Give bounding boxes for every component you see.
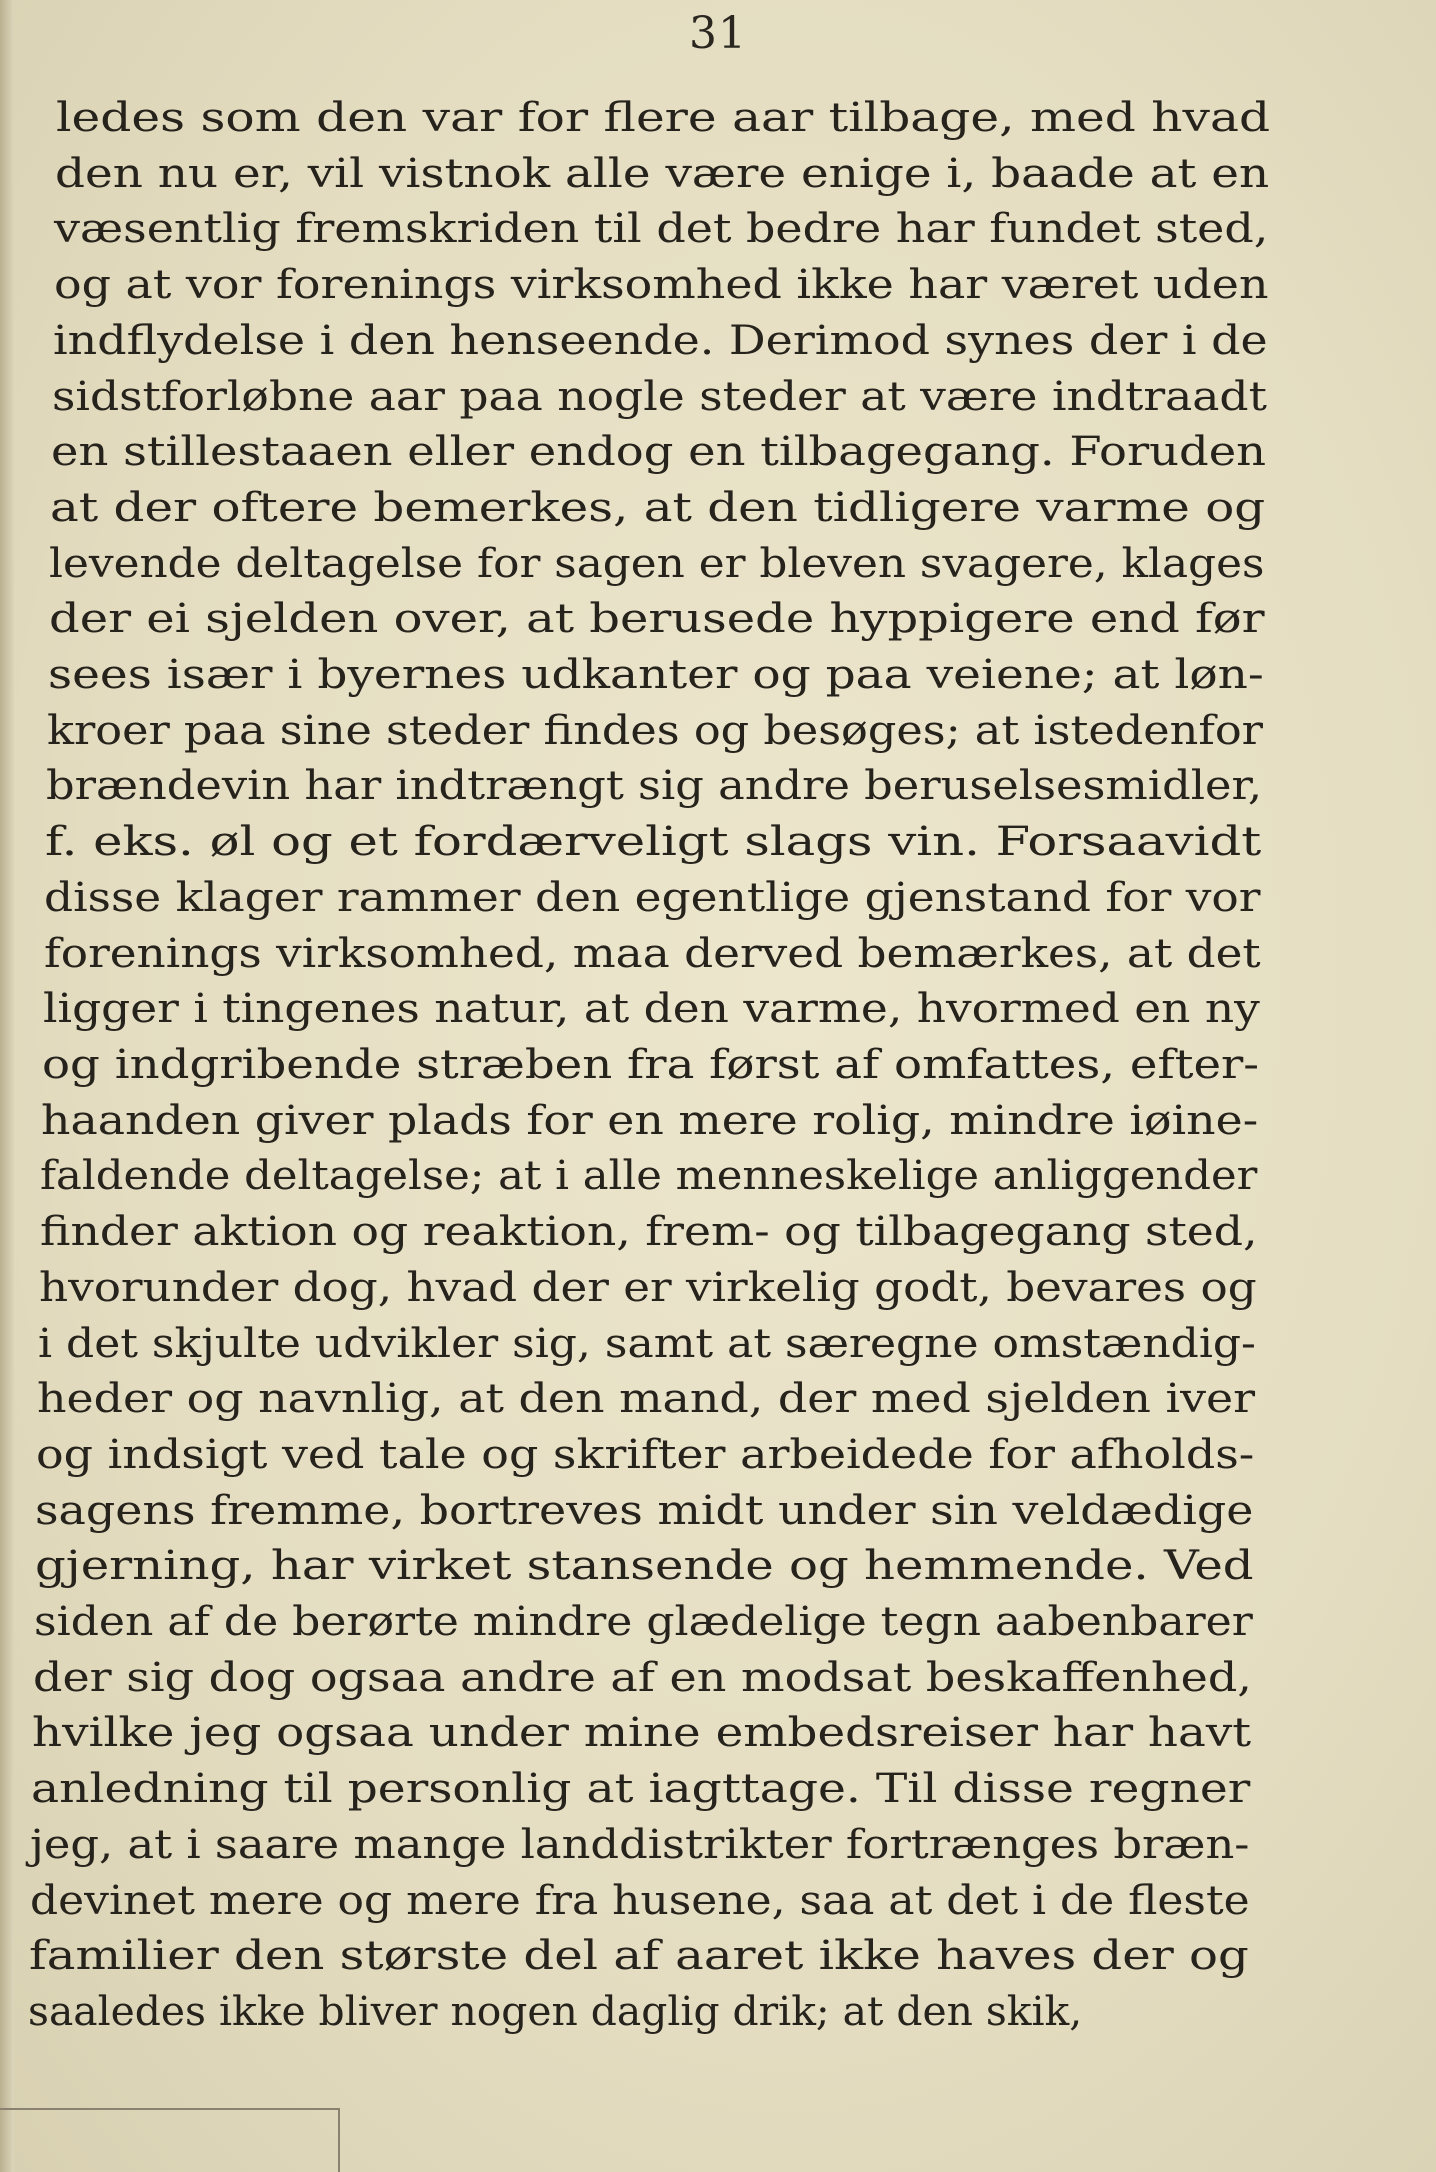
text-line: og indgribende stræben fra først af omfattes, efter-	[42, 1042, 1260, 1088]
text-line: jeg, at i saare mange landdistrikter fortrænges bræn-	[30, 1821, 1250, 1868]
text-line: anledning til personlig at iagttage. Til disse regner	[31, 1766, 1251, 1813]
text-line: familier den største del af aaret ikke haves der og	[28, 1933, 1249, 1980]
text-line: kroer paa sine steder findes og besøges; at istedenfor	[46, 707, 1263, 754]
text-line: ligger i tingenes natur, at den varme, hvormed en ny	[42, 986, 1260, 1033]
text-line: hvorunder dog, hvad der er virkelig godt, bevares og	[38, 1264, 1257, 1311]
text-line: finder aktion og reaktion, frem- og tilbagegang sted,	[39, 1209, 1258, 1256]
text-line: levende deltagelse for sagen er bleven svagere, klages	[49, 540, 1265, 587]
text-line: sees især i byernes udkanter og paa veiene; at løn-	[47, 652, 1264, 699]
text-line: ledes som den var for flere aar tilbage, med hvad	[56, 95, 1271, 141]
text-line: væsentlig fremskriden til det bedre har fundet sted,	[54, 206, 1269, 253]
text-line: en stillestaaen eller endog en tilbagegang. Foruden	[51, 429, 1267, 476]
text-line: og at vor forenings virksomhed ikke har været uden	[53, 262, 1269, 309]
page-number: 31	[689, 8, 747, 59]
text-line: saaledes ikke bliver nogen daglig drik; at den skik,	[28, 1989, 1083, 2035]
text-line: og indsigt ved tale og skrifter arbeidede for afholds-	[36, 1431, 1255, 1478]
text-line: disse klager rammer den egentlige gjenstand for vor	[44, 874, 1261, 921]
text-line: i det skjulte udvikler sig, samt at særegne omstændig-	[37, 1320, 1256, 1367]
text-line: haanden giver plads for en mere rolig, mindre iøine-	[41, 1097, 1259, 1144]
text-line: sidstforløbne aar paa nogle steder at være indtraadt	[51, 373, 1267, 420]
text-line: der ei sjelden over, at berusede hyppigere end før	[48, 596, 1265, 643]
text-line: der sig dog ogsaa andre af en modsat beskaffenhed,	[32, 1654, 1252, 1701]
text-line: heder og navnlig, at den mand, der med sjelden iver	[37, 1376, 1256, 1423]
text-line: faldende deltagelse; at i alle menneskelige anliggender	[40, 1153, 1258, 1200]
text-line: f. eks. øl og et fordærveligt slags vin. Forsaavidt	[45, 819, 1262, 866]
text-line: sagens fremme, bortreves midt under sin veldædige	[35, 1487, 1254, 1534]
text-line: hvilke jeg ogsaa under mine embedsreiser har havt	[32, 1710, 1252, 1757]
corner-rule	[0, 2108, 340, 2110]
text-line: indflydelse i den henseende. Derimod synes der i de	[52, 317, 1268, 364]
text-line: devinet mere og mere fra husene, saa at det i de fleste	[29, 1877, 1250, 1924]
text-line: forenings virksomhed, maa derved bemærkes, at det	[43, 930, 1261, 977]
text-line: brændevin har indtrængt sig andre beruselsesmidler,	[46, 763, 1263, 810]
text-line: gjerning, har virket stansende og hemmende. Ved	[34, 1543, 1254, 1590]
text-line: siden af de berørte mindre glædelige tegn aabenbarer	[33, 1599, 1253, 1646]
text-line: den nu er, vil vistnok alle være enige i, baade at en	[55, 150, 1270, 197]
text-line: at der oftere bemerkes, at den tidligere varme og	[50, 484, 1266, 531]
corner-rule-vertical	[338, 2108, 340, 2172]
